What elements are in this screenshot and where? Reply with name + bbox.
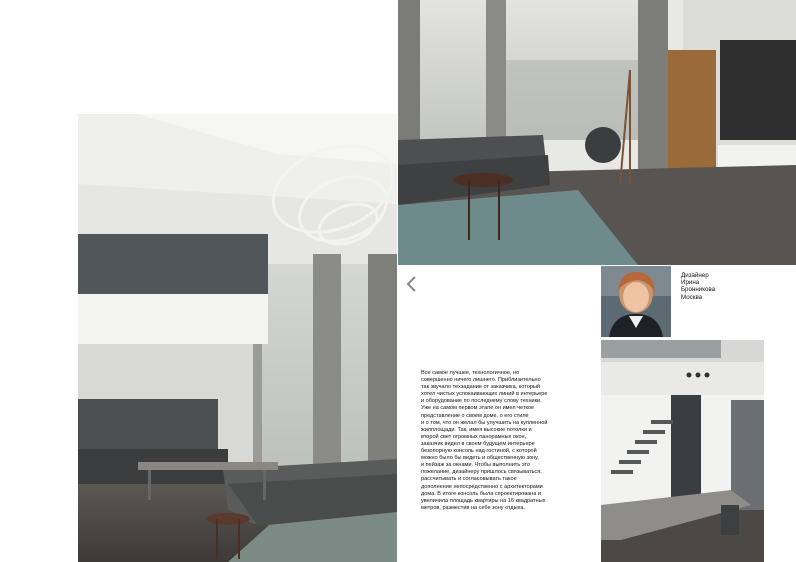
article-line: можно было бы видеть и общественную зону, xyxy=(421,455,539,462)
article-line: безопорную консоль над гостиной, с которой xyxy=(421,448,537,455)
article-line: представление о своем доме, о его стиле xyxy=(421,412,529,419)
article-line: и оборудование по последнему слову техники. xyxy=(421,398,542,405)
article-line: жилплощади. Так, имея высокие потолки и xyxy=(421,426,532,433)
article-line: увеличила площадь квартиры на 16 квадратных xyxy=(421,497,546,504)
article-line: дома. В итоге консоль была спроектирована и xyxy=(421,490,541,497)
article-line: так звучало техзадание от заказчика, который xyxy=(421,384,540,391)
designer-first-name: Ирина xyxy=(681,279,700,287)
article-body xyxy=(421,370,589,512)
designer-role: Дизайнер xyxy=(681,272,709,279)
article-line: совершенно ничего лишнего. Приблизительно xyxy=(421,377,541,384)
article-line: и о том, что он желал бы улучшить на купленной xyxy=(421,419,548,426)
article-line: метров, разместив на себе зону отдыха. xyxy=(421,504,525,511)
living-room-photo xyxy=(78,114,397,562)
article-line: Уже на самом первом этапе он имел четкое xyxy=(421,405,535,412)
chevron-left-icon[interactable] xyxy=(404,274,418,294)
designer-city: Москва xyxy=(681,293,703,301)
designer-portrait xyxy=(601,266,671,337)
article-line: второй свет огромных панорамных окон, xyxy=(421,433,527,440)
article-line: хотел чистых успокаивающих линий в интерьере xyxy=(421,391,548,398)
article-line: пожелание, дизайнеру пришлось связываться, xyxy=(421,469,542,476)
article-line: рассчитывать и согласовывать такое xyxy=(421,476,517,483)
designer-last-name: Бронникова xyxy=(681,286,716,294)
article-line: и пейзаж за окнами. Чтобы выполнить это xyxy=(421,462,531,469)
article-line: Все самое лучшее, технологичное, но xyxy=(421,370,520,376)
article-line: дополнение непосредственно с архитекторами xyxy=(421,483,543,490)
lounge-photo xyxy=(398,0,796,265)
designer-caption xyxy=(681,272,751,301)
article-line: заказчик видел в своем будущем интерьере xyxy=(421,440,535,447)
dining-room-photo xyxy=(601,340,764,562)
